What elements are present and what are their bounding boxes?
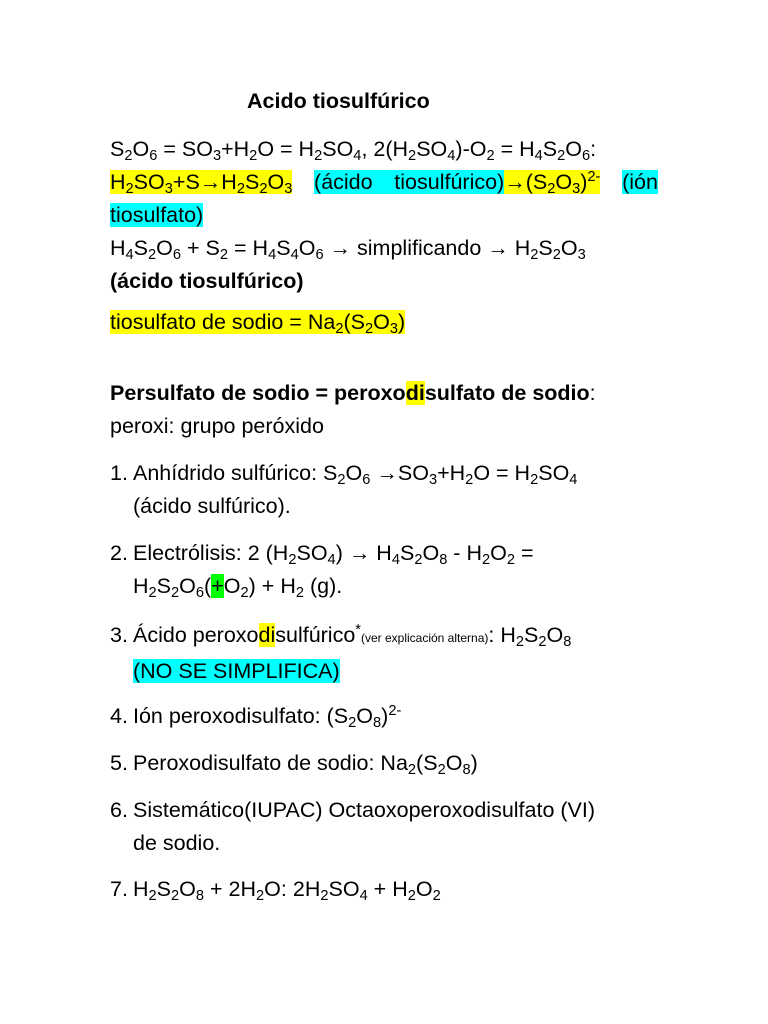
peroxi-definition: peroxi: grupo peróxido: [110, 414, 324, 438]
formula: : $H_2S_2O_8$: [488, 623, 572, 651]
list-number: 7.: [110, 877, 128, 901]
list-item-line: Anhídrido sulfúrico: $S_2O_6 \to SO_3+H_2O = H_2SO_4$: [133, 461, 578, 489]
list-item: $H_2S_2O_8 + 2H_2O$: $2H_2SO_4 + H_2O_2$: [133, 877, 441, 905]
list-item: [133, 537, 658, 603]
list-item-line: [133, 619, 658, 655]
formula: $O_2) + H_2$ (g).: [223, 574, 343, 602]
colon: :: [589, 381, 596, 405]
equation-line: [110, 166, 658, 232]
page-title: Acido tiosulfúrico: [247, 89, 430, 113]
list-item: Ión peroxodisulfato: $(S_2O_8)^{2-}$: [133, 702, 402, 732]
list-item-line: de sodio.: [133, 831, 221, 855]
equation-block-1: [110, 133, 658, 232]
persulfato-heading: [110, 377, 658, 410]
equation-line: $S_2O_6 = SO_3+H_2O = H_2SO_4$, $2(H_2SO_4)-O_2 = H_4S_2O_6$:: [110, 137, 597, 165]
highlight-ion-name: (ión tiosulfato): [110, 170, 658, 227]
list-item: [133, 457, 658, 523]
list-number: 6.: [110, 798, 128, 822]
heading-part: Persulfato de sodio = peroxo: [110, 381, 406, 405]
highlight-ion-formula: $(S_2O_3)^{2-}$: [525, 168, 601, 198]
equation-line: $H_4S_2O_6 + S_2 = H_4S_4O_6$ → simplificando → $H_2S_2O_3$: [110, 236, 586, 264]
formula: $H_2S_2O_6$(: [133, 574, 212, 602]
equation-block-2: [110, 232, 658, 298]
highlight-formula: $H_2SO_3+S\to H_2S_2O_3$: [110, 170, 293, 198]
highlight-plus: +: [211, 574, 224, 598]
list-item-line: [133, 655, 658, 688]
item-text: Ácido peroxo: [133, 623, 259, 647]
list-item-line: (ácido sulfúrico).: [133, 494, 291, 518]
list-number: 2.: [110, 541, 128, 565]
highlight-di: di: [258, 623, 276, 647]
list-item-line: Electrólisis: 2 $(H_2SO_4) \to H_4S_2O_8 - H_2O_2$ =: [133, 541, 534, 569]
persulfato-block: [110, 377, 658, 443]
highlight-acid-name: (ácido tiosulfúrico): [314, 170, 505, 194]
list-item: Peroxodisulfato de sodio: $Na_2(S_2O_8)$: [133, 751, 478, 779]
list-item-line: [133, 570, 658, 603]
list-number: 1.: [110, 461, 128, 485]
highlight-sodium-thiosulfate: tiosulfato de sodio = $Na_2(S_2O_3)$: [110, 310, 406, 338]
list-number: 5.: [110, 751, 128, 775]
heading-part: sulfato de sodio: [424, 381, 590, 405]
list-item: [133, 794, 658, 860]
item-text: sulfúrico: [275, 623, 356, 647]
list-item: [133, 619, 658, 688]
list-number: 4.: [110, 704, 128, 728]
list-item-line: Sistemático(IUPAC) Octaoxoperoxodisulfato (VI): [133, 798, 596, 822]
arrow: →: [504, 170, 526, 194]
highlight-di: di: [405, 381, 425, 405]
sodium-thiosulfate-line: [110, 306, 658, 339]
asterisk: *: [355, 621, 361, 638]
alternate-note: (ver explicación alterna): [360, 631, 489, 645]
list-number: 3.: [110, 623, 128, 647]
acid-name-bold: (ácido tiosulfúrico): [110, 269, 304, 293]
highlight-no-simplifica: (NO SE SIMPLIFICA): [133, 659, 340, 683]
